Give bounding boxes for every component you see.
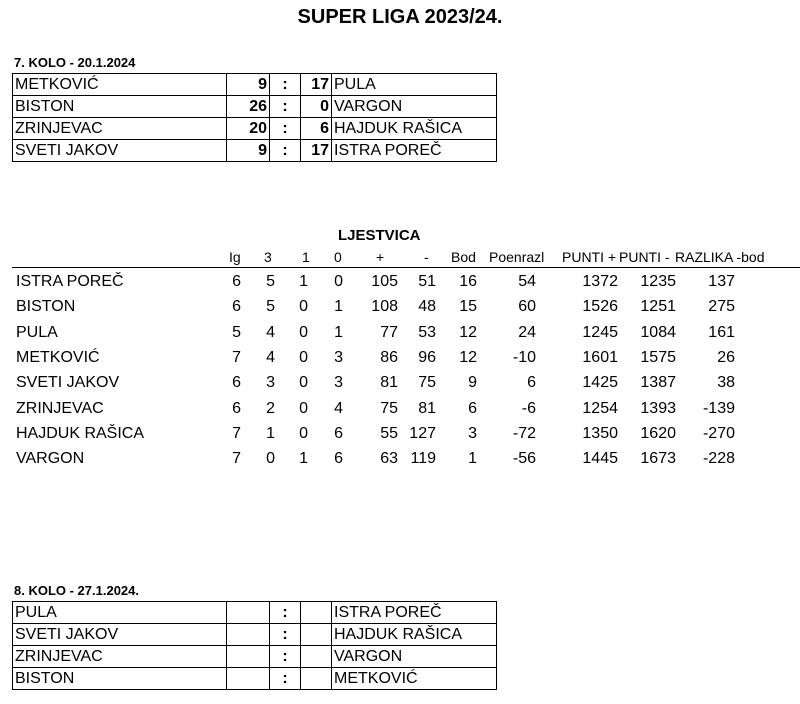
header-games: Ig bbox=[229, 249, 241, 265]
away-score bbox=[301, 668, 332, 690]
score-separator: : bbox=[270, 96, 301, 118]
away-team: HAJDUK RAŠICA bbox=[332, 118, 497, 140]
cell-razlika: -270 bbox=[702, 424, 735, 442]
cell-games: 6 bbox=[232, 298, 241, 316]
standings-row bbox=[0, 400, 800, 424]
away-score: 0 bbox=[301, 96, 332, 118]
cell-points-against: 51 bbox=[418, 273, 436, 290]
standings-row bbox=[0, 450, 800, 474]
cell-losses: 6 bbox=[334, 450, 343, 468]
standings-row bbox=[0, 425, 800, 449]
standings-row bbox=[0, 324, 800, 348]
score-separator: : bbox=[270, 668, 301, 690]
cell-punti-plus: 1425 bbox=[582, 374, 618, 392]
cell-games: 6 bbox=[232, 273, 241, 290]
cell-losses: 4 bbox=[334, 399, 343, 417]
cell-poenrazl: -72 bbox=[512, 424, 536, 442]
cell-points-against: 96 bbox=[418, 348, 436, 366]
cell-poenrazl: 54 bbox=[518, 273, 536, 290]
home-score bbox=[227, 624, 270, 646]
team-name: ISTRA POREČ bbox=[16, 273, 124, 290]
round-8-fixtures-table bbox=[12, 601, 497, 690]
away-team: VARGON bbox=[332, 96, 497, 118]
cell-punti-minus: 1393 bbox=[640, 399, 676, 417]
cell-razlika: -228 bbox=[702, 450, 735, 468]
away-score bbox=[301, 646, 332, 668]
cell-punti-plus: 1372 bbox=[582, 273, 618, 290]
cell-points-for: 81 bbox=[380, 374, 398, 392]
cell-points-for: 105 bbox=[371, 273, 398, 290]
score-separator: : bbox=[270, 602, 301, 624]
standings-row bbox=[0, 349, 800, 373]
cell-wins: 2 bbox=[266, 399, 275, 417]
away-team: HAJDUK RAŠICA bbox=[332, 624, 497, 646]
team-name: VARGON bbox=[16, 450, 85, 468]
header-bod: Bod bbox=[451, 249, 476, 265]
home-team: BISTON bbox=[13, 668, 227, 690]
match-row bbox=[13, 624, 497, 646]
team-name: HAJDUK RAŠICA bbox=[16, 424, 145, 442]
cell-poenrazl: 24 bbox=[518, 323, 536, 341]
cell-bod: 1 bbox=[468, 450, 477, 468]
cell-points-for: 86 bbox=[380, 348, 398, 366]
away-score: 17 bbox=[301, 74, 332, 96]
match-row bbox=[13, 668, 497, 690]
cell-bod: 16 bbox=[459, 273, 477, 290]
team-name: SVETI JAKOV bbox=[16, 374, 120, 392]
cell-points-for: 55 bbox=[380, 424, 398, 442]
cell-punti-minus: 1673 bbox=[640, 450, 676, 468]
away-team: ISTRA POREČ bbox=[332, 602, 497, 624]
cell-punti-plus: 1254 bbox=[582, 399, 618, 417]
cell-points-against: 48 bbox=[418, 298, 436, 316]
home-team: PULA bbox=[13, 602, 227, 624]
cell-draws: 1 bbox=[299, 450, 308, 468]
home-score: 9 bbox=[227, 74, 270, 96]
home-score bbox=[227, 668, 270, 690]
cell-draws: 0 bbox=[299, 298, 308, 316]
home-team: METKOVIĆ bbox=[13, 74, 227, 96]
cell-poenrazl: -10 bbox=[512, 348, 536, 366]
score-separator: : bbox=[270, 118, 301, 140]
cell-razlika: 38 bbox=[717, 374, 735, 392]
away-score bbox=[301, 624, 332, 646]
home-team: SVETI JAKOV bbox=[13, 140, 227, 162]
cell-points-against: 81 bbox=[418, 399, 436, 417]
cell-games: 5 bbox=[232, 323, 241, 341]
cell-draws: 0 bbox=[299, 424, 308, 442]
cell-points-against: 53 bbox=[418, 323, 436, 341]
cell-punti-plus: 1350 bbox=[582, 424, 618, 442]
cell-games: 7 bbox=[232, 424, 241, 442]
header-divider bbox=[12, 267, 800, 268]
cell-bod: 9 bbox=[468, 374, 477, 392]
cell-punti-plus: 1245 bbox=[582, 323, 618, 341]
cell-punti-minus: 1387 bbox=[640, 374, 676, 392]
cell-razlika: 26 bbox=[717, 348, 735, 366]
cell-bod: 15 bbox=[459, 298, 477, 316]
match-row bbox=[13, 646, 497, 668]
header-points-against: - bbox=[424, 249, 429, 265]
cell-wins: 5 bbox=[266, 273, 275, 290]
cell-draws: 0 bbox=[299, 348, 308, 366]
cell-losses: 3 bbox=[334, 374, 343, 392]
cell-razlika: -139 bbox=[702, 399, 735, 417]
cell-wins: 3 bbox=[266, 374, 275, 392]
score-separator: : bbox=[270, 646, 301, 668]
cell-losses: 6 bbox=[334, 424, 343, 442]
home-team: BISTON bbox=[13, 96, 227, 118]
home-team: ZRINJEVAC bbox=[13, 118, 227, 140]
away-team: PULA bbox=[332, 74, 497, 96]
cell-games: 6 bbox=[232, 374, 241, 392]
cell-punti-minus: 1251 bbox=[640, 298, 676, 316]
home-team: SVETI JAKOV bbox=[13, 624, 227, 646]
home-score: 9 bbox=[227, 140, 270, 162]
cell-losses: 1 bbox=[334, 298, 343, 316]
cell-games: 6 bbox=[232, 399, 241, 417]
match-row bbox=[13, 602, 497, 624]
round-7-heading: 7. KOLO - 20.1.2024 bbox=[14, 55, 136, 70]
cell-wins: 4 bbox=[266, 348, 275, 366]
header-wins: 3 bbox=[264, 249, 272, 265]
away-score bbox=[301, 602, 332, 624]
cell-draws: 0 bbox=[299, 374, 308, 392]
score-separator: : bbox=[270, 624, 301, 646]
cell-points-against: 119 bbox=[410, 450, 436, 468]
away-score: 17 bbox=[301, 140, 332, 162]
cell-points-for: 77 bbox=[380, 323, 398, 341]
home-score bbox=[227, 646, 270, 668]
cell-draws: 0 bbox=[299, 399, 308, 417]
team-name: ZRINJEVAC bbox=[16, 399, 104, 417]
cell-draws: 1 bbox=[299, 273, 308, 290]
team-name: METKOVIĆ bbox=[16, 348, 100, 366]
standings-row bbox=[0, 273, 800, 297]
cell-razlika: 275 bbox=[708, 298, 735, 316]
cell-punti-minus: 1575 bbox=[640, 348, 676, 366]
away-team: VARGON bbox=[332, 646, 497, 668]
page-title: SUPER LIGA 2023/24. bbox=[297, 6, 503, 28]
header-razlika: RAZLIKA -bod bbox=[675, 249, 765, 265]
header-punti-plus: PUNTI + bbox=[562, 249, 617, 265]
cell-punti-minus: 1084 bbox=[640, 323, 676, 341]
cell-wins: 0 bbox=[266, 450, 275, 468]
cell-wins: 5 bbox=[266, 298, 275, 316]
header-losses: 0 bbox=[334, 249, 342, 265]
standings-row bbox=[0, 374, 800, 398]
cell-draws: 0 bbox=[299, 323, 308, 341]
cell-bod: 6 bbox=[468, 399, 477, 417]
cell-punti-plus: 1601 bbox=[582, 348, 618, 366]
cell-points-for: 63 bbox=[380, 450, 398, 468]
round-8-heading: 8. KOLO - 27.1.2024. bbox=[14, 583, 140, 598]
away-team: METKOVIĆ bbox=[332, 668, 497, 690]
cell-points-for: 108 bbox=[371, 298, 398, 316]
home-team: ZRINJEVAC bbox=[13, 646, 227, 668]
cell-games: 7 bbox=[232, 348, 241, 366]
cell-poenrazl: -6 bbox=[521, 399, 536, 417]
cell-losses: 0 bbox=[334, 273, 343, 290]
cell-wins: 1 bbox=[266, 424, 275, 442]
home-score bbox=[227, 602, 270, 624]
team-name: PULA bbox=[16, 323, 58, 341]
cell-razlika: 161 bbox=[708, 323, 735, 341]
cell-punti-minus: 1235 bbox=[640, 273, 676, 290]
team-name: BISTON bbox=[16, 298, 76, 316]
cell-points-for: 75 bbox=[380, 399, 398, 417]
cell-points-against: 75 bbox=[418, 374, 436, 392]
cell-points-against: 127 bbox=[409, 424, 436, 442]
cell-games: 7 bbox=[232, 450, 241, 468]
header-poenrazl: Poenrazl bbox=[489, 249, 545, 265]
header-points-for: + bbox=[376, 249, 385, 265]
home-score: 20 bbox=[227, 118, 270, 140]
header-draws: 1 bbox=[302, 249, 310, 265]
cell-punti-minus: 1620 bbox=[640, 424, 676, 442]
score-separator: : bbox=[270, 74, 301, 96]
cell-losses: 3 bbox=[334, 348, 343, 366]
cell-poenrazl: 6 bbox=[527, 374, 536, 392]
score-separator: : bbox=[270, 140, 301, 162]
cell-bod: 3 bbox=[468, 424, 477, 442]
cell-poenrazl: -56 bbox=[512, 450, 536, 468]
cell-punti-plus: 1526 bbox=[582, 298, 618, 316]
cell-poenrazl: 60 bbox=[518, 298, 536, 316]
away-score: 6 bbox=[301, 118, 332, 140]
cell-losses: 1 bbox=[334, 323, 343, 341]
cell-bod: 12 bbox=[459, 323, 477, 341]
header-punti-minus: PUNTI - bbox=[619, 249, 670, 265]
standings-title: LJESTVICA bbox=[338, 227, 421, 244]
cell-wins: 4 bbox=[266, 323, 275, 341]
cell-razlika: 137 bbox=[708, 273, 735, 290]
home-score: 26 bbox=[227, 96, 270, 118]
cell-punti-plus: 1445 bbox=[582, 450, 618, 468]
cell-bod: 12 bbox=[459, 348, 477, 366]
away-team: ISTRA POREČ bbox=[332, 140, 497, 162]
standings-row bbox=[0, 298, 800, 322]
